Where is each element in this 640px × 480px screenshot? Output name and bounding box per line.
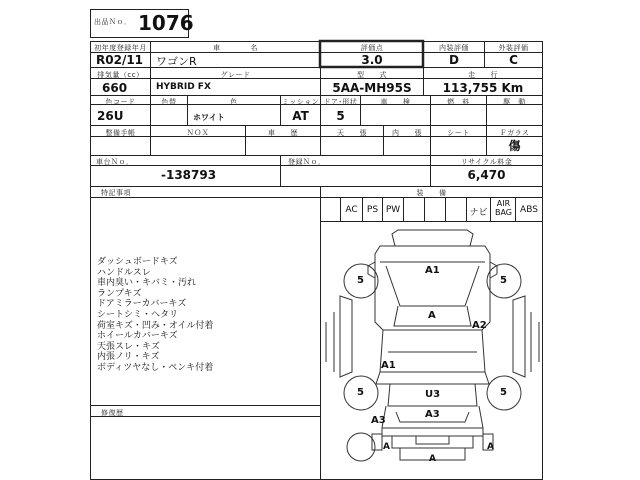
color-code-label: 色コード — [105, 98, 136, 106]
service-book-label: 整備手帳 — [105, 129, 136, 137]
equipment-ps: PS — [366, 205, 379, 215]
tire-rear-left-mark: 5 — [357, 387, 364, 398]
seat-label: シート — [447, 129, 470, 137]
color-code-value: 26U — [97, 109, 124, 123]
rear-left-mark: A3 — [371, 415, 386, 426]
drive-label: 駆 動 — [503, 98, 526, 106]
exterior-grade-label: 外装評価 — [498, 44, 529, 52]
hood-mark: A1 — [425, 265, 440, 276]
equipment-ac: AC — [345, 205, 358, 215]
remark-item: 天張スレ・キズ — [97, 341, 160, 352]
mission-label: ミッション — [281, 98, 320, 106]
interior-grade-value: D — [449, 53, 459, 67]
mission-value: AT — [292, 109, 309, 123]
chassis-number-label: 車台Ｎｏ． — [96, 158, 134, 166]
equipment-pw: PW — [385, 205, 401, 215]
repair-history-label: 修復歴 — [101, 409, 124, 417]
rear-left-lamp-mark: A — [383, 442, 390, 452]
left-side-mark: A1 — [381, 360, 396, 371]
left-side-shape — [340, 296, 352, 377]
first-registration-value: R02/11 — [96, 53, 144, 67]
interior-grade-label: 内装評価 — [439, 44, 469, 52]
model-value: 5AA-MH95S — [332, 81, 412, 95]
remark-item: ハンドルスレ — [97, 267, 151, 278]
tire-front-left-mark: 5 — [357, 275, 364, 286]
headliner-label: 天 張 — [337, 129, 367, 137]
front-glass-value: 傷 — [508, 139, 521, 153]
remark-item: 車内臭い・キバミ・汚れ — [97, 278, 197, 289]
color-value: ホワイト — [193, 113, 225, 122]
color-label: 色 — [230, 98, 238, 106]
front-bumper-mark: A — [428, 310, 436, 321]
remark-item: ダッシュボードキズ — [97, 257, 178, 267]
displacement-value: 660 — [102, 81, 128, 95]
inspection-label: 車 検 — [380, 98, 411, 106]
rear-bumper-mark: A — [429, 454, 436, 464]
tire-front-right-mark: 5 — [500, 275, 507, 286]
score-label: 評価点 — [360, 44, 384, 52]
score-value: 3.0 — [361, 53, 383, 67]
remark-item: シートシミ・ヘタリ — [97, 309, 179, 320]
remark-item: ホイールカバーキズ — [97, 331, 178, 342]
right-side-mark: A2 — [472, 320, 487, 331]
tire-rear-right-mark: 5 — [500, 387, 507, 398]
registration-number-label: 登録Ｎｏ． — [288, 158, 326, 166]
color-change-label: 色替 — [161, 98, 177, 106]
rear-right-lamp-mark: A — [487, 442, 494, 452]
remark-item: 内張ノリ・キズ — [97, 352, 160, 363]
mileage-value: 113,755 Km — [442, 81, 524, 95]
remarks-list — [97, 257, 213, 374]
car-name-label: 車 名 — [213, 44, 258, 52]
displacement-label: 排気量（cc） — [97, 71, 144, 79]
roof-shape — [376, 372, 489, 384]
first-registration-label: 初年度登録年月 — [94, 44, 147, 52]
grade-label: グレード — [220, 71, 251, 79]
remark-item: ランプキズ — [97, 288, 142, 299]
vehicle-history-label: 車 歴 — [268, 129, 298, 137]
doors-value: 5 — [336, 109, 345, 123]
model-label: 型 式 — [357, 71, 387, 79]
remarks-label: 特記事項 — [101, 189, 131, 197]
equipment-navi: ナビ — [469, 208, 488, 218]
equipment-abs: ABS — [520, 205, 538, 215]
car-diagram — [320, 222, 542, 480]
nox-label: ＮＯＸ — [186, 129, 210, 137]
equipment-label: 装 備 — [416, 189, 447, 197]
lot-number: 1076 — [138, 11, 194, 35]
fuel-label: 燃 料 — [447, 98, 470, 106]
interior-trim-label: 内 張 — [392, 129, 422, 137]
spare-tire-shape — [347, 433, 375, 461]
chassis-number-value: -138793 — [161, 168, 217, 182]
remark-item: ドアミラーカバーキズ — [97, 299, 187, 310]
remark-item: 荷室キズ・凹み・オイル付着 — [97, 320, 214, 331]
grade-value: HYBRID FX — [156, 82, 211, 92]
rear-mark: A3 — [425, 409, 440, 420]
recycle-fee-value: 6,470 — [467, 168, 506, 182]
mileage-label: 走 行 — [468, 71, 498, 79]
remark-item: ボディツヤなし・ペンキ付着 — [97, 362, 214, 373]
recycle-fee-label: リサイクル料金 — [460, 158, 513, 166]
right-side-shape — [513, 296, 525, 377]
equipment-airbag: AIR BAG — [494, 199, 513, 217]
lot-number-label: 出品Ｎｏ． — [94, 18, 132, 26]
doors-label: ドア･形状 — [323, 98, 358, 106]
exterior-grade-value: C — [509, 53, 518, 67]
roof-mark: U3 — [425, 389, 441, 400]
front-glass-label: Ｆガラス — [499, 129, 530, 137]
car-name-value: ワゴンR — [156, 55, 197, 68]
